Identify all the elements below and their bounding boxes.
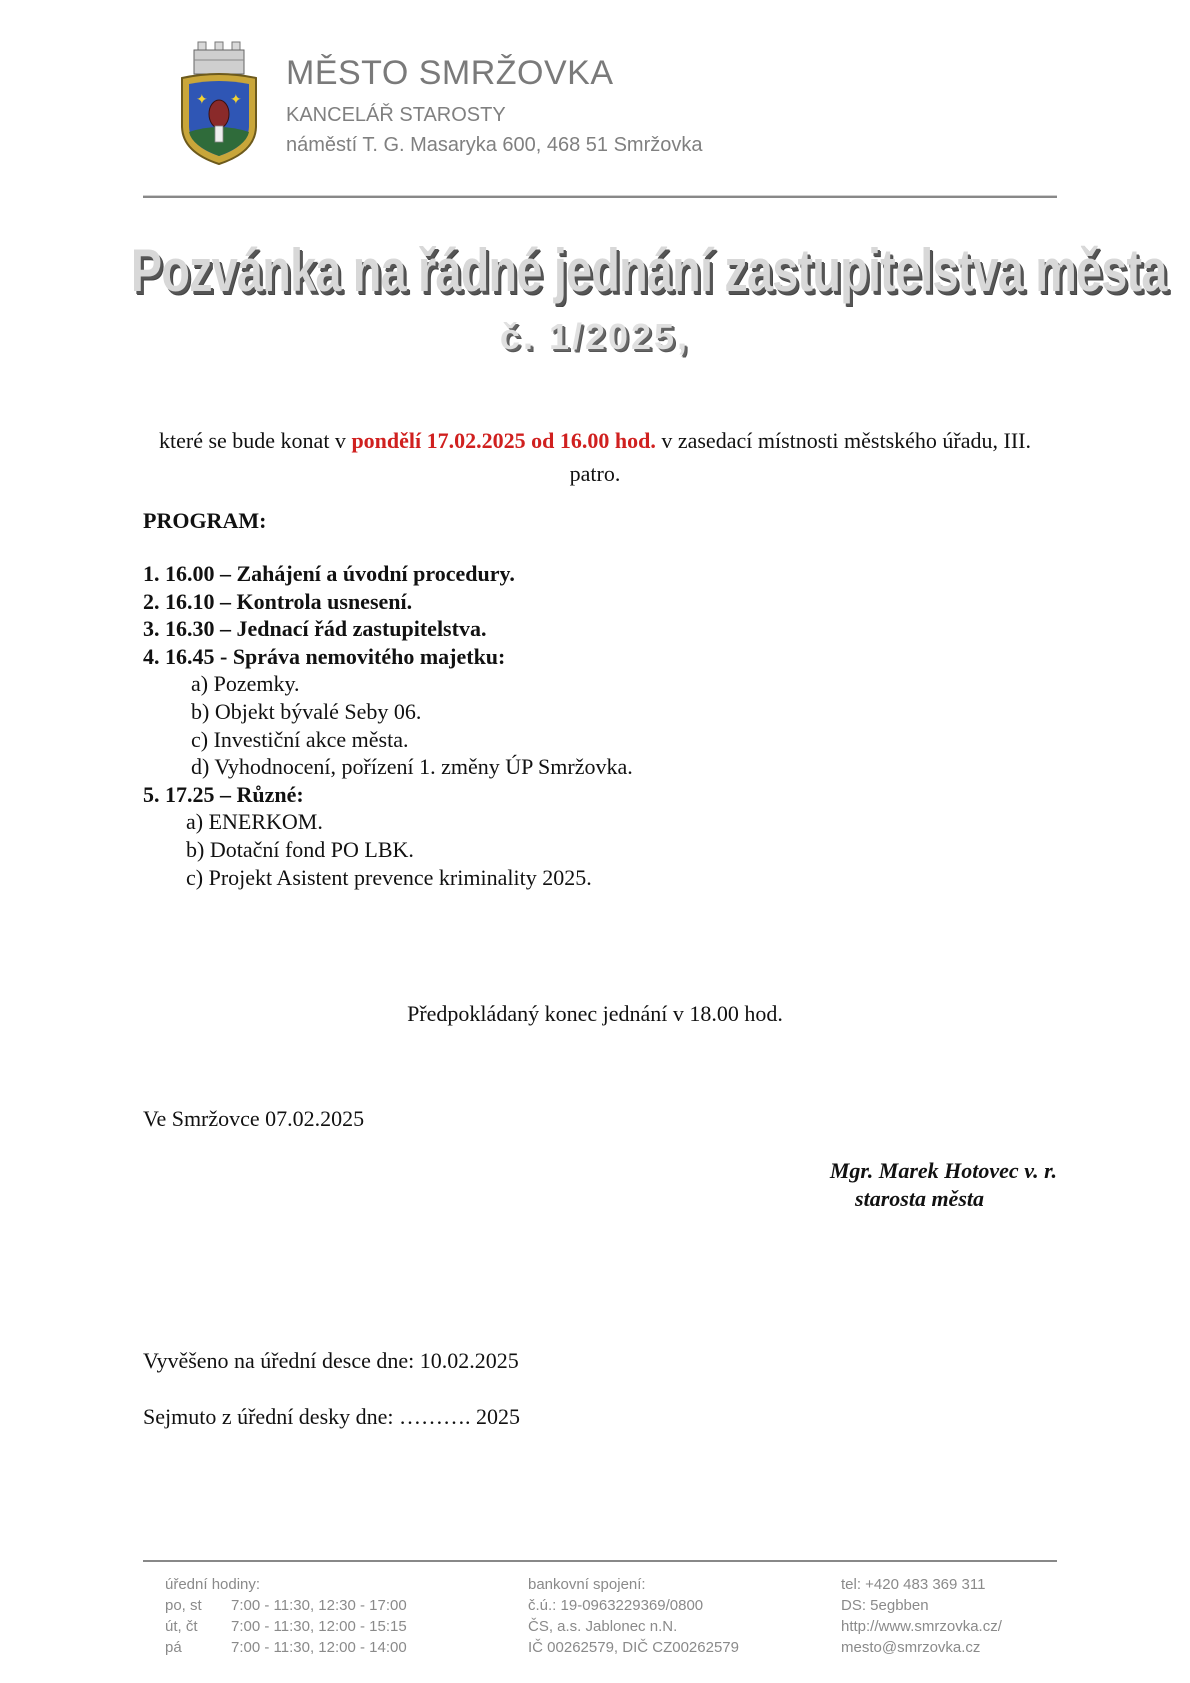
office-address: náměstí T. G. Masaryka 600, 468 51 Smržovka	[286, 134, 703, 156]
program-item: 2. 16.10 – Kontrola usnesení.	[143, 588, 413, 614]
organization-name: MĚSTO SMRŽOVKA	[286, 54, 614, 92]
program-subitem: c) Projekt Asistent prevence kriminality 2025.	[186, 864, 592, 890]
office-hours	[165, 1574, 407, 1658]
office-hours-times: 7:00 - 11:30, 12:30 - 17:00	[231, 1597, 407, 1614]
bank-details	[528, 1574, 739, 1658]
contact-details	[841, 1574, 1002, 1658]
office-hours-label: úřední hodiny:	[165, 1576, 261, 1593]
office-hours-row	[165, 1637, 407, 1658]
contact-phone: tel: +420 483 369 311	[841, 1576, 986, 1593]
document-number: č. 1/2025,	[499, 316, 691, 357]
office-hours-row	[165, 1595, 407, 1616]
signatory-role: starosta města	[855, 1186, 984, 1211]
office-hours-days: po, st	[165, 1597, 202, 1614]
document-title: Pozvánka na řádné jednání zastupitelstva města	[130, 237, 1167, 304]
contact-data-box: DS: 5egbben	[841, 1597, 929, 1614]
program-list	[143, 560, 633, 891]
removed-date: Sejmuto z úřední desky dne: ………. 2025	[143, 1404, 521, 1429]
program-subitem: a) ENERKOM.	[186, 809, 323, 835]
program-subitem: c) Investiční akce města.	[191, 726, 409, 752]
office-hours-days: út, čt	[165, 1618, 198, 1635]
signatory-name: Mgr. Marek Hotovec v. r.	[829, 1158, 1057, 1183]
header-divider	[143, 195, 1057, 198]
meeting-intro	[150, 424, 1040, 490]
footer-divider	[143, 1560, 1057, 1562]
program-subitem: b) Dotační fond PO LBK.	[186, 836, 414, 862]
program-subitem: b) Objekt bývalé Seby 06.	[191, 698, 422, 724]
office-hours-days: pá	[165, 1639, 182, 1656]
svg-text:✦: ✦	[230, 92, 242, 108]
program-subitem: d) Vyhodnocení, pořízení 1. změny ÚP Smržovka.	[191, 754, 633, 780]
office-hours-row	[165, 1616, 407, 1637]
bank-label: bankovní spojení:	[528, 1576, 646, 1593]
program-subitem: a) Pozemky.	[191, 671, 300, 697]
bank-line: ČS, a.s. Jablonec n.N.	[528, 1618, 678, 1635]
coat-of-arms-icon	[176, 40, 262, 168]
program-item: 4. 16.45 - Správa nemovitého majetku:	[143, 643, 506, 669]
meeting-datetime: pondělí 17.02.2025 od 16.00 hod.	[351, 428, 656, 453]
bank-line: IČ 00262579, DIČ CZ00262579	[528, 1639, 739, 1656]
bank-line: č.ú.: 19-0963229369/0800	[528, 1597, 704, 1614]
program-item: 1. 16.00 – Zahájení a úvodní procedury.	[143, 561, 515, 586]
program-item: 5. 17.25 – Různé:	[143, 781, 304, 807]
program-item: 3. 16.30 – Jednací řád zastupitelstva.	[143, 616, 487, 642]
contact-email-link[interactable]: mesto@smrzovka.cz	[841, 1639, 981, 1656]
svg-text:✦: ✦	[196, 92, 208, 108]
place-and-date: Ve Smržovce 07.02.2025	[143, 1106, 365, 1131]
posted-date: Vyvěšeno na úřední desce dne: 10.02.2025	[143, 1348, 519, 1373]
intro-before: které se bude konat v	[159, 428, 352, 453]
office-hours-times: 7:00 - 11:30, 12:00 - 14:00	[231, 1639, 407, 1656]
expected-end-note: Předpokládaný konec jednání v 18.00 hod.	[407, 1001, 783, 1026]
office-hours-times: 7:00 - 11:30, 12:00 - 15:15	[231, 1618, 407, 1635]
contact-website-link[interactable]: http://www.smrzovka.cz/	[841, 1618, 1002, 1635]
intro-after: v zasedací místnosti městského úřadu, III. patro.	[569, 428, 1031, 486]
office-name: KANCELÁŘ STAROSTY	[286, 104, 506, 126]
program-heading: PROGRAM:	[143, 508, 267, 533]
